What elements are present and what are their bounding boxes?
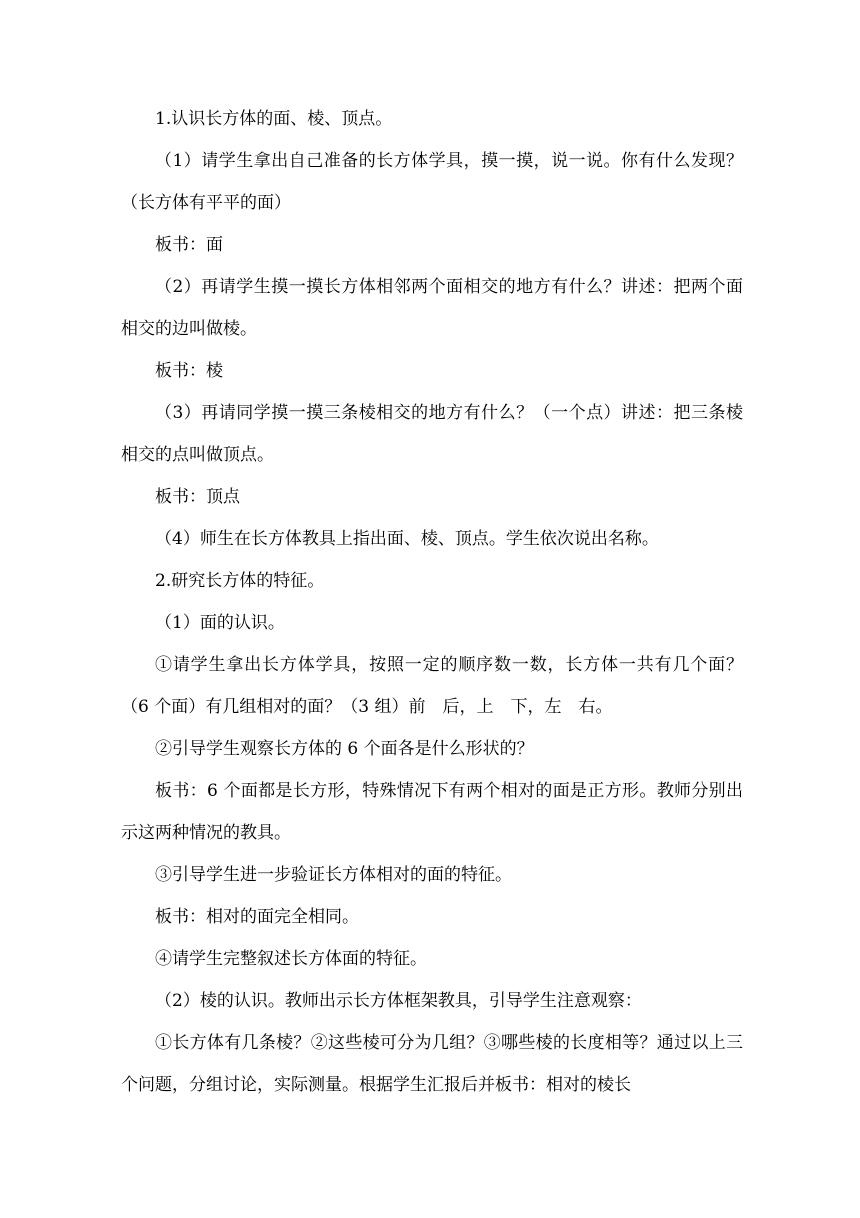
document-body xyxy=(121,98,743,1106)
board-note-vertex: 板书：顶点 xyxy=(155,487,240,507)
heading-study-features: 2.研究长方体的特征。 xyxy=(155,571,325,591)
paragraph-describe-faces: ④请学生完整叙述长方体面的特征。 xyxy=(155,949,427,969)
board-note-edge: 板书：棱 xyxy=(155,361,223,381)
paragraph-step-1-faces: （1）请学生拿出自己准备的长方体学具，摸一摸，说一说。你有什么发现？（长方体有平平的面） xyxy=(121,151,743,213)
paragraph-edge-questions: ①长方体有几条棱？②这些棱可分为几组？③哪些棱的长度相等？通过以上三个问题，分组讨论，实际测量。根据学生汇报后并板书：相对的棱长 xyxy=(121,1033,743,1095)
paragraph-step-2-edges: （2）再请学生摸一摸长方体相邻两个面相交的地方有什么？讲述：把两个面相交的边叫做棱。 xyxy=(121,277,743,339)
paragraph-count-faces: ①请学生拿出长方体学具，按照一定的顺序数一数，长方体一共有几个面？（6 个面）有几组相对的面？（3 组）前 后，上 下，左 右。 xyxy=(121,655,743,717)
paragraph-step-4-identify: （4）师生在长方体教具上指出面、棱、顶点。学生依次说出名称。 xyxy=(155,529,659,549)
heading-recognize-faces-edges-vertices: 1.认识长方体的面、棱、顶点。 xyxy=(155,109,393,129)
board-note-face: 板书：面 xyxy=(155,235,223,255)
board-note-opposite-faces: 板书：相对的面完全相同。 xyxy=(155,907,359,927)
board-note-six-faces: 板书：6 个面都是长方形，特殊情况下有两个相对的面是正方形。教师分别出示这两种情况的教具。 xyxy=(121,781,743,843)
paragraph-observe-shapes: ②引导学生观察长方体的 6 个面各是什么形状的？ xyxy=(155,739,534,759)
subheading-edge-recognition: （2）棱的认识。教师出示长方体框架教具，引导学生注意观察： xyxy=(155,991,642,1011)
subheading-face-recognition: （1）面的认识。 xyxy=(155,613,285,633)
paragraph-step-3-vertices: （3）再请同学摸一摸三条棱相交的地方有什么？（一个点）讲述：把三条棱相交的点叫做顶点。 xyxy=(121,403,743,465)
paragraph-verify-opposite-faces: ③引导学生进一步验证长方体相对的面的特征。 xyxy=(155,865,512,885)
